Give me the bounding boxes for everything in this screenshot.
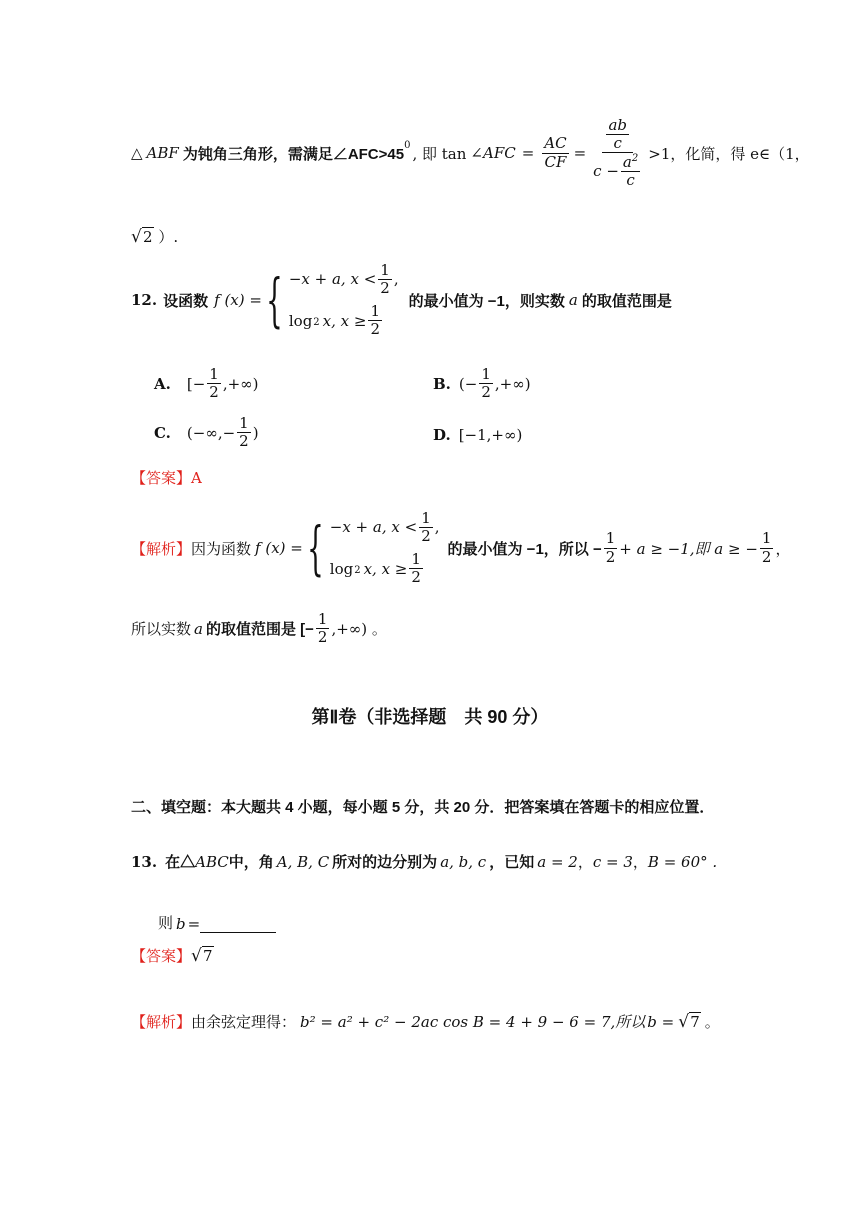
obtuse-condition-text: 为钝角三角形，需满足∠AFC>45	[182, 145, 405, 163]
equals-sign: =	[521, 144, 535, 162]
afc-var: AFC	[482, 144, 516, 162]
q12-stem	[131, 258, 672, 342]
q13-answer: 【答案】 √ 7	[131, 945, 214, 966]
q12-prefix: 设函数	[163, 292, 209, 310]
option-d: D. [−1,+∞)	[433, 426, 523, 444]
q12-piecewise	[262, 262, 399, 339]
analysis-tag: 【解析】	[131, 540, 192, 558]
q13-blank-line: 则 b =	[158, 912, 276, 933]
q12-fx: f (x) =	[214, 291, 262, 309]
section-title: 第Ⅱ卷（非选择题 共 90 分）	[311, 707, 549, 727]
option-a: A. [− $\frac{1}{2}$ ,+∞)	[154, 365, 259, 402]
q13-stem: 13. 在△ ABC 中，角 A, B, C 所对的边分别为 a, b, c ，已知 a = 2 ， c = 3 ， B = 60° .	[131, 852, 718, 871]
part2-instructions: 二、填空题：本大题共 4 小题，每小题 5 分，共 20 分．把答案填在答题卡的相应位置．	[131, 799, 715, 816]
q13-analysis: 【解析】 由余弦定理得： b² = a² + c² − 2ac cos B = 4 + 9 − 6 = 7,所以 b = √ 7 。	[131, 1011, 720, 1032]
q12-number: 12.	[131, 291, 158, 309]
compound-fraction: $\frac{ab}{c}$ c − $\frac{a^2}{c}$	[593, 115, 639, 190]
triangle-symbol: △	[131, 144, 143, 162]
answer-tag: 【答案】	[131, 470, 192, 487]
q12-suffix-2: 的取值范围是	[581, 292, 672, 310]
q12-suffix: 的最小值为 −1，则实数	[408, 292, 565, 310]
option-c: C. (−∞,− $\frac{1}{2}$ )	[154, 414, 259, 451]
continuation-line-2: √ 2 ）.	[131, 226, 178, 247]
case-1: −x + a, x < $\frac{1}{2}$ ,	[288, 260, 399, 297]
angle-symbol: ∠	[470, 144, 483, 162]
q12-answer	[131, 467, 202, 488]
analysis-piecewise: { −x + a, x < $\frac{1}{2}$ , log 2 x, x ≥ $\frac{1}{2}$	[307, 508, 440, 587]
sqrt-two: √ 2	[131, 228, 154, 246]
equals-sign-2: =	[573, 144, 587, 162]
degree-sup: 0	[404, 139, 411, 151]
sqrt-seven: √ 7	[191, 947, 214, 965]
answer-blank	[200, 917, 276, 933]
simplify-text: >1，化简，得 e∈（1，	[648, 144, 810, 163]
q12-a: a	[568, 291, 578, 309]
answer-value: A	[191, 469, 202, 487]
continuation-line	[131, 107, 810, 199]
left-brace: {	[266, 266, 283, 334]
ac-over-cf: $\frac{AC}{CF}$	[544, 134, 567, 171]
option-b: B. (− $\frac{1}{2}$ ,+∞)	[433, 365, 531, 402]
q12-analysis: 【解析】 因为函数 f (x) = { −x + a, x < $\frac{1}{2}$ , log 2 x, x ≥ $\frac{1}{2}$ 的最小值为 −1，所以 − $\frac{1}{2}$ + a ≥ −1,即 a ≥ − $\frac{1}{2}$ ，	[131, 508, 791, 587]
case-2: log 2 x, x ≥ $\frac{1}{2}$	[288, 302, 381, 339]
tan-prefix: , 即 tan	[412, 144, 467, 163]
q12-conclusion: 所以实数 a 的取值范围是 [− $\frac{1}{2}$ ,+∞) 。	[131, 610, 387, 647]
triangle-var: ABF	[146, 144, 179, 162]
